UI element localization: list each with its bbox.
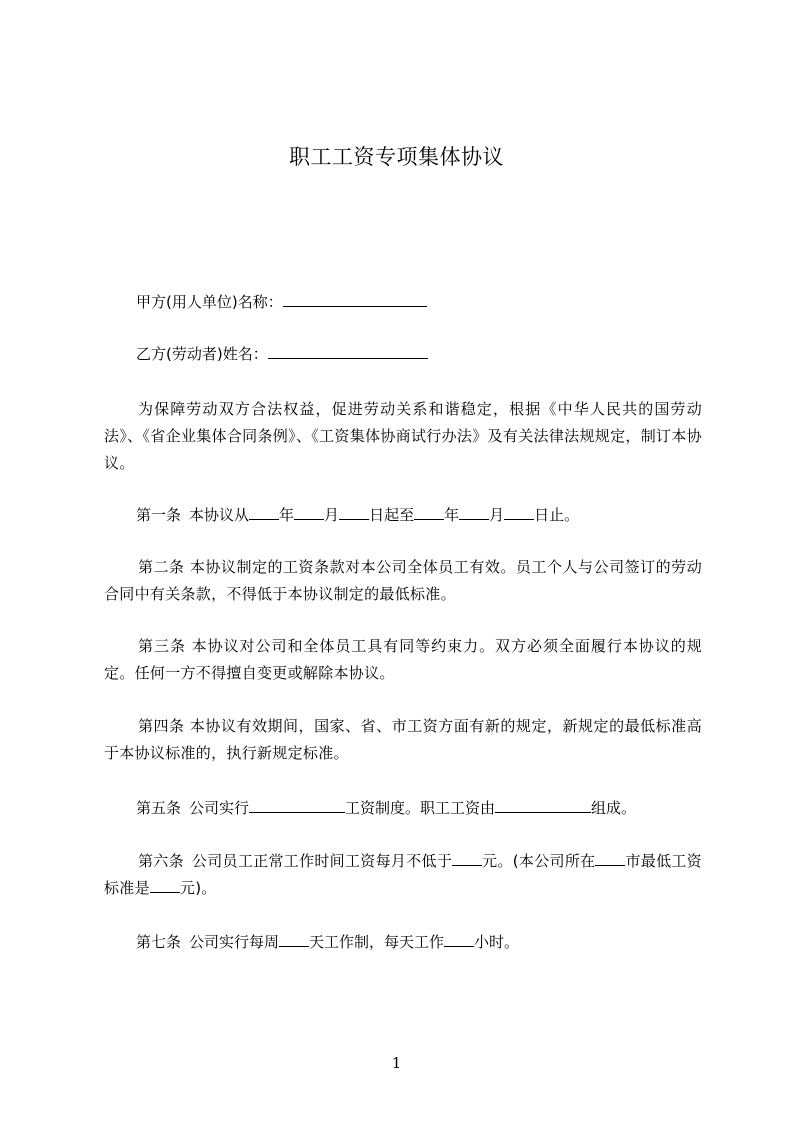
- article-1-text: 月: [324, 506, 340, 524]
- article-7-number: 第七条: [136, 933, 182, 951]
- work-hours-blank: [444, 931, 474, 947]
- end-day-blank: [504, 504, 534, 520]
- article-3-paragraph: 第三条 本协议对公司和全体员工具有同等约束力。双方必须全面履行本协议的规定。任何一方不得擅自变更或解除本协议。: [104, 637, 702, 682]
- article-5-number: 第五条: [136, 799, 182, 817]
- article-7-text: 天工作制，每天工作: [309, 933, 445, 951]
- monthly-min-wage-blank: [452, 850, 482, 866]
- article-1-text: 日起至: [369, 506, 415, 524]
- article-1: [104, 503, 736, 527]
- article-5: [104, 796, 736, 820]
- party-b-label: 乙方(劳动者)姓名：: [136, 345, 268, 363]
- wage-system-blank: [249, 797, 345, 813]
- preamble-paragraph: 为保障劳动双方合法权益，促进劳动关系和谐稳定，根据《中华人民共的国劳动法》、《省企业集体合同条例》、《工资集体协商试行办法》及有关法律法规规定，制订本协议。: [104, 400, 702, 472]
- document-title: 职工工资专项集体协议: [289, 145, 504, 169]
- city-name-blank: [595, 850, 625, 866]
- end-year-blank: [414, 504, 444, 520]
- page-number: 1: [391, 1054, 402, 1072]
- article-5-text: 公司实行: [189, 799, 250, 817]
- article-6-text: 元)。: [179, 879, 217, 897]
- article-6-paragraph: [104, 848, 702, 902]
- party-b-line: [104, 342, 736, 366]
- article-1-text: 月: [489, 506, 505, 524]
- article-6-text: 市最低工资标准是: [104, 852, 702, 897]
- article-2-paragraph: 第二条 本协议制定的工资条款对本公司全体员工有效。员工个人与公司签订的劳动合同中有关条款，不得低于本协议制定的最低标准。: [104, 558, 702, 603]
- article-7-text: 小时。: [474, 933, 520, 951]
- start-day-blank: [339, 504, 369, 520]
- article-1-text: 年: [444, 506, 460, 524]
- wage-composition-blank: [495, 797, 591, 813]
- work-days-blank: [279, 931, 309, 947]
- start-year-blank: [249, 504, 279, 520]
- article-1-text: 年: [279, 506, 295, 524]
- city-min-wage-blank: [150, 877, 180, 893]
- article-1-text: 日止。: [534, 506, 580, 524]
- party-a-label: 甲方(用人单位)名称：: [136, 293, 283, 311]
- end-month-blank: [459, 504, 489, 520]
- party-a-line: [104, 290, 736, 314]
- article-6-text: 公司员工正常工作时间工资每月不低于: [191, 852, 453, 870]
- party-a-name-blank: [283, 291, 427, 307]
- start-month-blank: [294, 504, 324, 520]
- article-5-text: 工资制度。职工工资由: [345, 799, 496, 817]
- article-6-number: 第六条: [138, 852, 184, 870]
- article-5-text: 组成。: [591, 799, 637, 817]
- article-7: [104, 930, 736, 954]
- article-6-text: 元。(本公司所在: [482, 852, 596, 870]
- party-b-name-blank: [268, 343, 428, 359]
- article-7-text: 公司实行每周: [189, 933, 280, 951]
- article-1-text: 本协议从: [189, 506, 250, 524]
- article-1-number: 第一条: [136, 506, 182, 524]
- article-4-paragraph: 第四条 本协议有效期间，国家、省、市工资方面有新的规定，新规定的最低标准高于本协议标准的，执行新规定标准。: [104, 717, 702, 762]
